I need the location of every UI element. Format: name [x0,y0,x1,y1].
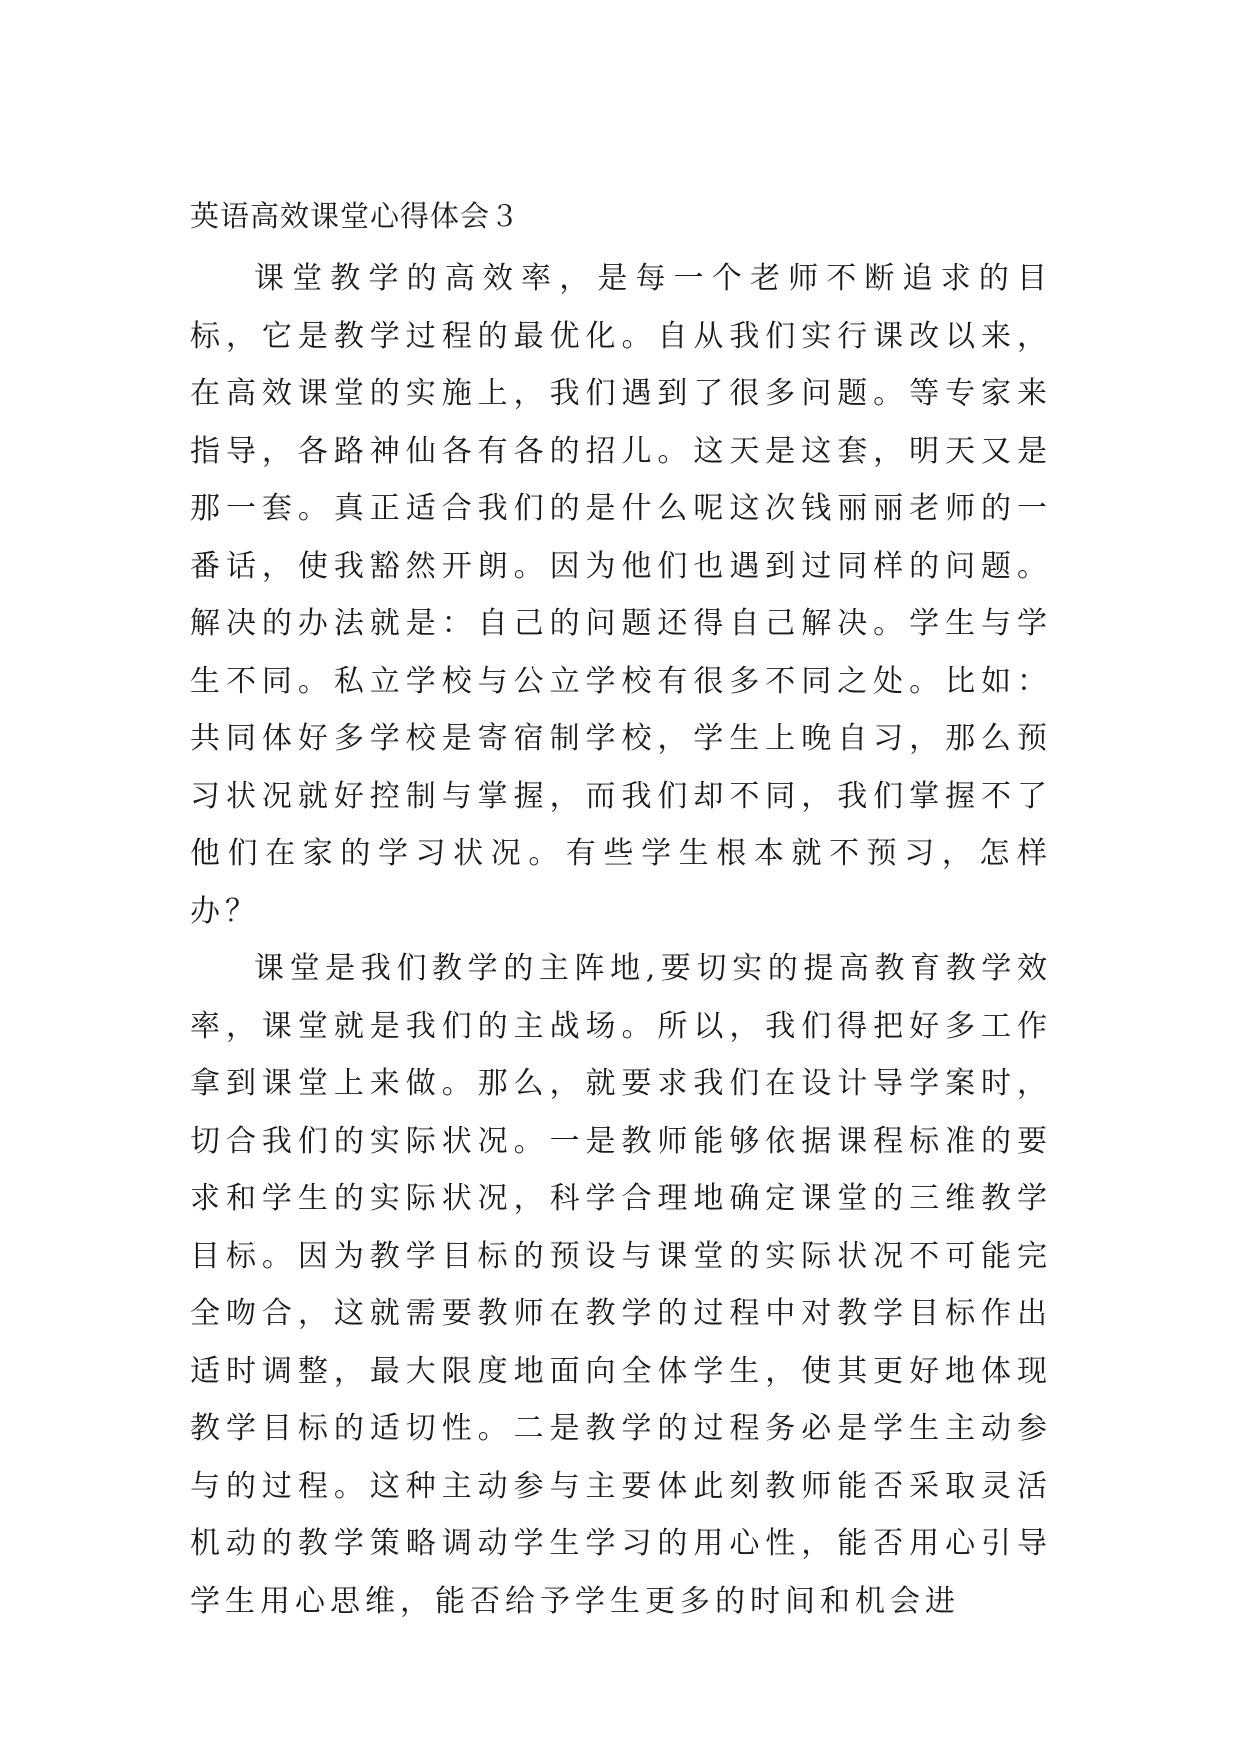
document-title: 英语高效课堂心得体会３ [190,199,521,233]
document-page [190,198,1052,1630]
paragraph-2: 课堂是我们教学的主阵地,要切实的提高教育教学效率，课堂就是我们的主战场。所以，我们得把好多工作拿到课堂上来做。那么，就要求我们在设计导学案时，切合我们的实际状况。一是教师能够依据课程标准的要求和学生的实际状况，科学合理地确定课堂的三维教学目标。因为教学目标的预设与课堂的实际状况不可能完全吻合，这就需要教师在教学的过程中对教学目标作出适时调整，最大限度地面向全体学生，使其更好地体现教学目标的适切性。二是教学的过程务必是学生主动参与的过程。这种主动参与主要体此刻教师能否采取灵活机动的教学策略调动学生学习的用心性，能否用心引导学生用心思维，能否给予学生更多的时间和机会进 [190,951,1052,1619]
paragraph-1: 课堂教学的高效率，是每一个老师不断追求的目标，它是教学过程的最优化。自从我们实行课改以来，在高效课堂的实施上，我们遇到了很多问题。等专家来指导，各路神仙各有各的招儿。这天是这套，明天又是那一套。真正适合我们的是什么呢这次钱丽丽老师的一番话，使我豁然开朗。因为他们也遇到过同样的问题。解决的办法就是：自己的问题还得自己解决。学生与学生不同。私立学校与公立学校有很多不同之处。比如：共同体好多学校是寄宿制学校，学生上晚自习，那么预习状况就好控制与掌握，而我们却不同，我们掌握不了他们在家的学习状况。有些学生根本就不预习，怎样办？ [190,261,1052,929]
